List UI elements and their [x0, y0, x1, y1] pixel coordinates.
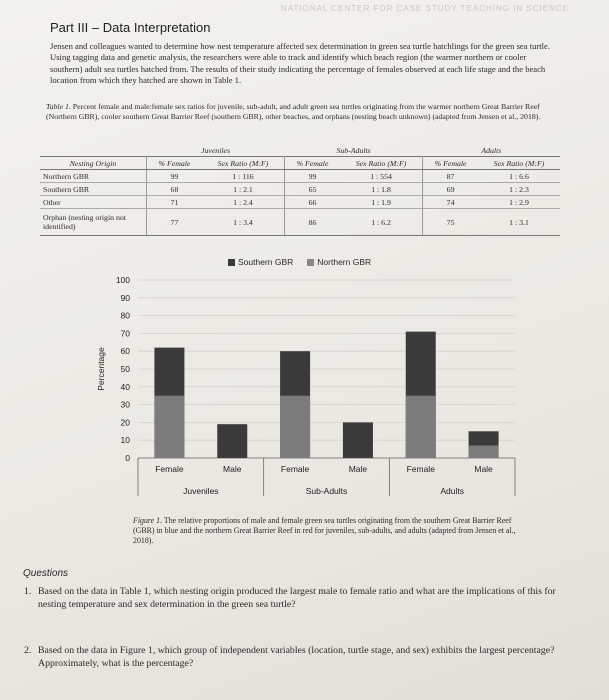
y-tick-label: 30 — [120, 399, 130, 410]
bar-southern-gbr — [217, 424, 247, 458]
y-tick-label: 40 — [120, 381, 130, 392]
y-tick-label: 60 — [120, 346, 130, 357]
x-tick-label: Female — [280, 464, 310, 474]
y-tick-label: 100 — [115, 275, 130, 285]
group-adults: Adults — [481, 146, 502, 155]
y-tick-label: 20 — [120, 417, 130, 428]
header-pct-female: % Female — [285, 157, 340, 170]
header-origin: Nesting Origin — [40, 157, 147, 170]
x-group-label: Adults — [440, 486, 464, 496]
table-row: Southern GBR 68 1 : 2.1 65 1 : 1.8 69 1 : 2.3 — [40, 183, 560, 196]
table-caption-label: Table 1. — [46, 102, 71, 111]
y-tick-label: 50 — [120, 364, 130, 374]
figure-caption-text: The relative proportions of male and female green sea turtles originating from the southern Great Barrier Reef (GBR) in blue and the northern Great Barrier Reef in red for juveniles, sub-adults, and adults (adapted from Jensen et al., 2018). — [133, 516, 516, 545]
y-tick-label: 80 — [120, 310, 130, 321]
question-text: Based on the data in Table 1, which nesting origin produced the largest male to female ratio and what are the implications of this for nesting temperature and sex determination in the green sea turtle? — [38, 586, 556, 610]
figure-caption — [133, 516, 523, 546]
header-sex-ratio: Sex Ratio (M:F) — [478, 157, 560, 170]
x-tick-label: Male — [223, 464, 242, 474]
question-1 — [24, 586, 584, 611]
bar-northern-gbr — [280, 396, 310, 458]
table-caption — [46, 102, 561, 122]
bar-southern-gbr — [343, 422, 373, 458]
header-pct-female: % Female — [147, 157, 202, 170]
y-tick-label: 90 — [120, 292, 130, 303]
part-title: Part III – Data Interpretation — [50, 20, 211, 35]
legend-label: Southern GBR — [238, 257, 294, 267]
group-juveniles: Juveniles — [201, 146, 231, 155]
bar-northern-gbr — [154, 396, 184, 458]
bar-northern-gbr — [406, 396, 436, 458]
header-sex-ratio: Sex Ratio (M:F) — [202, 157, 285, 170]
question-number: 2. — [24, 645, 32, 656]
bar-northern-gbr — [469, 446, 499, 458]
figure-caption-label: Figure 1. — [133, 516, 163, 525]
x-tick-label: Male — [348, 464, 368, 474]
x-tick-label: Male — [474, 464, 493, 474]
x-tick-label: Female — [406, 464, 435, 474]
question-text: Based on the data in Figure 1, which group of independent variables (location, turtle stage, and sex) exhibits the largest percentage? Approximately, what is the percentage? — [38, 645, 555, 669]
y-tick-label: 70 — [120, 328, 130, 339]
bar-chart — [90, 252, 530, 502]
header-pct-female: % Female — [423, 157, 478, 170]
intro-paragraph: Jensen and colleagues wanted to determine how nest temperature affected sex determination in green sea turtle hatchlings for the green sea turtle. Using tagging data and genetic analysis, the researchers were able to track and identify which beach region (the warmer northern or cooler southern) adult sea turtles hatched from. The results of their study indicating the percentage of females observed at each life stage and the beach location from which they hatched are shown in Table 1. — [50, 41, 550, 85]
table-row: Orphan (nesting origin not identified) 77 1 : 3.4 86 1 : 6.2 75 1 : 3.1 — [40, 209, 560, 236]
table-caption-text: Percent female and male:female sex ratios for juvenile, sub-adult, and adult green sea turtles originating from the warmer northern Great Barrier Reef (Northern GBR), cooler southern Great Barrier Reef (southern GBR), other beaches, and orphans (nesting beach unknown) (adapted from Jensen et al., 2018). — [46, 102, 541, 121]
table-row: Other 71 1 : 2.4 66 1 : 1.9 74 1 : 2.9 — [40, 196, 560, 209]
y-axis-label: Percentage — [96, 347, 106, 391]
y-tick-label: 10 — [120, 435, 130, 446]
question-2 — [24, 645, 584, 670]
x-tick-label: Female — [155, 464, 184, 474]
watermark: NATIONAL CENTER FOR CASE STUDY TEACHING IN SCIENCE — [281, 4, 569, 13]
legend-label: Northern GBR — [317, 257, 372, 267]
y-tick-label: 0 — [125, 453, 130, 463]
x-group-label: Juveniles — [183, 486, 219, 496]
question-number: 1. — [24, 586, 32, 597]
x-group-label: Sub-Adults — [305, 486, 348, 496]
table-row: Northern GBR 99 1 : 116 99 1 : 554 87 1 : 6.6 — [40, 170, 560, 183]
data-table — [40, 145, 560, 236]
group-sub-adults: Sub-Adults — [336, 146, 371, 155]
header-sex-ratio: Sex Ratio (M:F) — [340, 157, 423, 170]
questions-heading: Questions — [23, 568, 69, 579]
